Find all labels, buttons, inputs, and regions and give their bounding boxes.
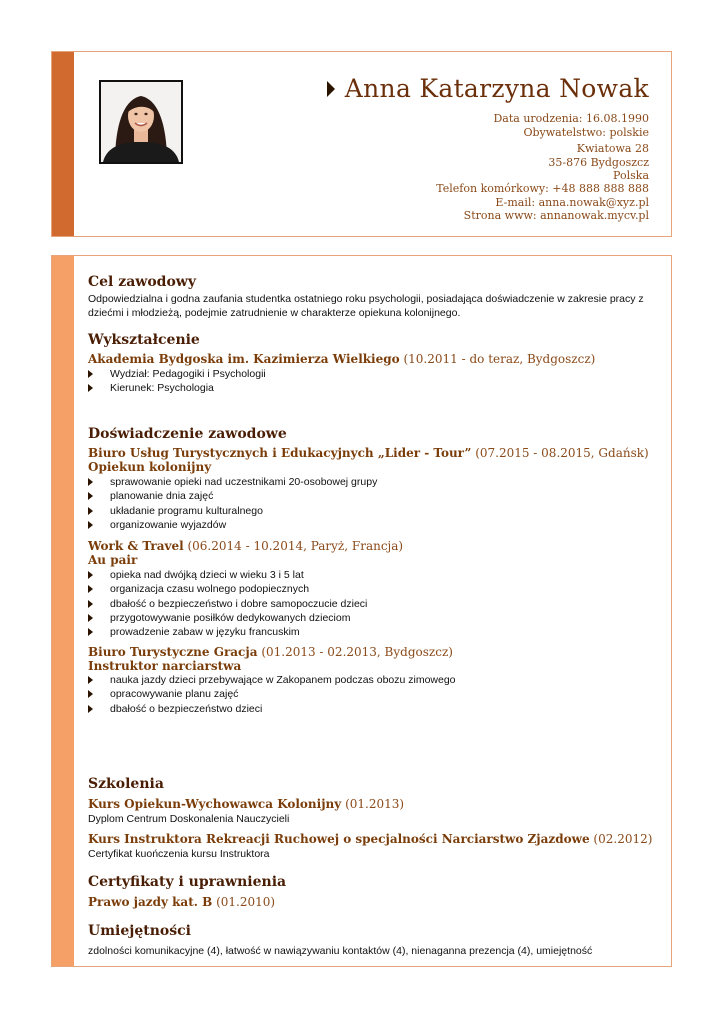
website: Strona www: annanowak.mycv.pl [463, 209, 649, 222]
address [548, 142, 649, 183]
job-role: Instruktor narciarstwa [88, 659, 242, 673]
bullet-arrow-icon [88, 676, 93, 684]
bullet-arrow-icon [88, 492, 93, 500]
company-name: Work & Travel [88, 539, 184, 553]
list-item: nauka jazdy dzieci przebywające w Zakopanem podczas obozu zimowego [88, 673, 456, 687]
bullet-arrow-icon [88, 521, 93, 529]
profile-photo [99, 80, 183, 164]
list-item: prowadzenie zabaw w języku francuskim [88, 625, 367, 639]
list-item: organizowanie wyjazdów [88, 518, 377, 532]
job-duties [88, 673, 456, 716]
bullet-arrow-icon [88, 585, 93, 593]
bullet-arrow-icon [88, 600, 93, 608]
company-name: Biuro Usług Turystycznych i Edukacyjnych „Lider - Tour” [88, 446, 472, 460]
main-accent-bar [52, 256, 74, 966]
bullet-arrow-icon [88, 384, 93, 392]
course-name: Kurs Instruktora Rekreacji Ruchowej o specjalności Narciarstwo Zjazdowe [88, 832, 590, 846]
bullet-arrow-icon [327, 81, 335, 97]
job-meta: (06.2014 - 10.2014, Paryż, Francja) [187, 539, 404, 553]
job-duties [88, 475, 377, 532]
bullet-arrow-icon [88, 628, 93, 636]
street: Kwiatowa 28 [576, 142, 649, 155]
company-name: Biuro Turystyczne Gracja [88, 645, 258, 659]
job-entry [88, 446, 649, 460]
education-list [88, 367, 266, 396]
header-box [51, 51, 672, 237]
course-meta: (01.2013) [345, 797, 405, 811]
certificate-name: Prawo jazdy kat. B [88, 895, 213, 909]
certificate-meta: (01.2010) [216, 895, 276, 909]
bullet-arrow-icon [88, 614, 93, 622]
personal-info [493, 112, 649, 139]
bullet-arrow-icon [88, 705, 93, 713]
email: E-mail: anna.nowak@xyz.pl [495, 195, 649, 209]
list-item: Kierunek: Psychologia [88, 381, 266, 395]
skills-text: zdolności komunikacyjne (4), łatwość w nawiązywaniu kontaktów (4), nienaganna prezencja (4), umiejętność [88, 945, 593, 957]
contact-info [436, 182, 649, 223]
list-item: opieka nad dwójką dzieci w wieku 3 i 5 lat [88, 568, 367, 582]
citizenship: Obywatelstwo: polskie [523, 125, 649, 139]
list-item: opracowywanie planu zajęć [88, 687, 456, 701]
phone: Telefon komórkowy: +48 888 888 888 [436, 182, 649, 195]
list-item: przygotowywanie posiłków dedykowanych dzieciom [88, 611, 367, 625]
list-item: układanie programu kulturalnego [88, 504, 377, 518]
education-meta: (10.2011 - do teraz, Bydgoszcz) [403, 352, 596, 366]
country: Polska [613, 169, 649, 182]
job-role: Opiekun kolonijny [88, 460, 212, 474]
course-desc: Dyplom Centrum Doskonalenia Nauczycieli [88, 813, 290, 825]
job-duties [88, 568, 367, 639]
job-meta: (01.2013 - 02.2013, Bydgoszcz) [261, 645, 453, 659]
course-entry [88, 797, 404, 811]
course-desc: Certyfikat kuończenia kursu Instruktora [88, 848, 270, 860]
bullet-arrow-icon [88, 507, 93, 515]
list-item: dbałość o bezpieczeństwo i dobre samopoczucie dzieci [88, 597, 367, 611]
city: 35-876 Bydgoszcz [548, 155, 649, 169]
bullet-arrow-icon [88, 571, 93, 579]
list-item: planowanie dnia zajęć [88, 489, 377, 503]
school-name: Akademia Bydgoska im. Kazimierza Wielkiego [88, 352, 400, 366]
list-item: dbałość o bezpieczeństwo dzieci [88, 702, 456, 716]
main-box [51, 255, 672, 967]
job-entry [88, 645, 453, 659]
section-title-training: Szkolenia [88, 776, 164, 792]
bullet-arrow-icon [88, 690, 93, 698]
name-row [327, 74, 649, 103]
job-entry [88, 539, 403, 553]
job-meta: (07.2015 - 08.2015, Gdańsk) [475, 446, 649, 460]
goal-text: Odpowiedzialna i godna zaufania studentka ostatniego roku psychologii, posiadająca doświadczenie w zakresie pracy z dziećmi i młodzieżą, podejmie zatrudnienie w charakterze opiekuna kolonijnego. [88, 293, 644, 319]
job-role: Au pair [88, 553, 138, 567]
section-title-skills: Umiejętności [88, 923, 191, 939]
candidate-name: Anna Katarzyna Nowak [344, 74, 649, 103]
header-accent-bar [52, 52, 74, 236]
course-meta: (02.2012) [593, 832, 653, 846]
bullet-arrow-icon [88, 478, 93, 486]
section-title-education: Wykształcenie [88, 332, 200, 348]
list-item: Wydział: Pedagogiki i Psychologii [88, 367, 266, 381]
certificate-entry [88, 895, 275, 909]
list-item: organizacja czasu wolnego podopiecznych [88, 582, 367, 596]
education-entry [88, 352, 595, 366]
section-title-goal: Cel zawodowy [88, 274, 196, 290]
birth-date: Data urodzenia: 16.08.1990 [493, 112, 649, 125]
section-title-certificates: Certyfikaty i uprawnienia [88, 874, 287, 890]
section-title-experience: Doświadczenie zawodowe [88, 426, 287, 442]
course-entry [88, 832, 652, 846]
course-name: Kurs Opiekun-Wychowawca Kolonijny [88, 797, 342, 811]
bullet-arrow-icon [88, 370, 93, 378]
list-item: sprawowanie opieki nad uczestnikami 20-osobowej grupy [88, 475, 377, 489]
